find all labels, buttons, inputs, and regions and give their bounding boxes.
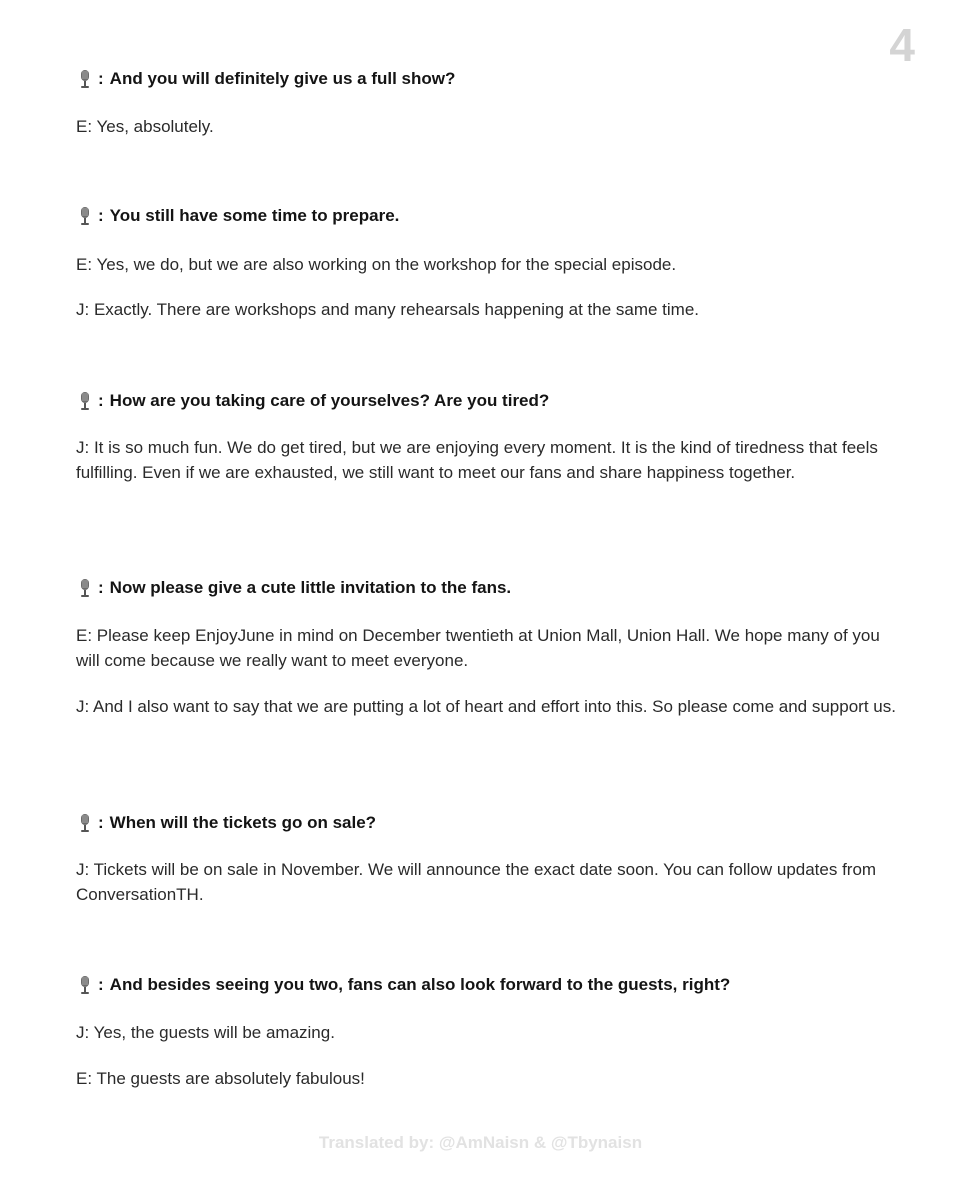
question-5 xyxy=(76,813,376,833)
question-1 xyxy=(76,69,455,89)
answer-5-1: J: Tickets will be on sale in November. We will announce the exact date soon. You can follow updates from ConversationTH. xyxy=(76,860,877,904)
question-text: When will the tickets go on sale? xyxy=(109,813,377,832)
answer-4-1: E: Please keep EnjoyJune in mind on December twentieth at Union Mall, Union Hall. We hope many of you will come because we really want to meet everyone. xyxy=(76,626,880,670)
page-number: 4 xyxy=(889,19,915,71)
answer-1-1: E: Yes, absolutely. xyxy=(76,117,214,136)
question-separator: : xyxy=(98,391,104,410)
answer-2-1: E: Yes, we do, but we are also working on the workshop for the special episode. xyxy=(76,255,677,274)
question-separator: : xyxy=(98,578,104,597)
question-text: How are you taking care of yourselves? Are you tired? xyxy=(109,391,550,410)
question-2 xyxy=(76,206,399,226)
microphone-icon xyxy=(76,975,94,995)
question-text: You still have some time to prepare. xyxy=(109,206,400,225)
microphone-icon xyxy=(76,391,94,411)
question-3 xyxy=(76,391,549,411)
question-separator: : xyxy=(98,813,104,832)
question-separator: : xyxy=(98,69,104,88)
question-6 xyxy=(76,975,730,995)
microphone-icon xyxy=(76,578,94,598)
question-separator: : xyxy=(98,206,104,225)
answer-6-1: J: Yes, the guests will be amazing. xyxy=(76,1023,335,1042)
question-text: And besides seeing you two, fans can also look forward to the guests, right? xyxy=(109,975,731,994)
microphone-icon xyxy=(76,813,94,833)
answer-6-2: E: The guests are absolutely fabulous! xyxy=(76,1069,365,1088)
question-separator: : xyxy=(98,975,104,994)
answer-2-2: J: Exactly. There are workshops and many rehearsals happening at the same time. xyxy=(76,300,700,319)
answer-4-2: J: And I also want to say that we are putting a lot of heart and effort into this. So please come and support us. xyxy=(76,697,896,716)
question-text: Now please give a cute little invitation to the fans. xyxy=(109,578,512,597)
question-4 xyxy=(76,578,511,598)
question-text: And you will definitely give us a full show? xyxy=(109,69,456,88)
microphone-icon xyxy=(76,69,94,89)
translator-credit: Translated by: @AmNaisn & @Tbynaisn xyxy=(318,1133,643,1152)
answer-3-1: J: It is so much fun. We do get tired, but we are enjoying every moment. It is the kind of tiredness that feels fulfilling. Even if we are exhausted, we still want to meet our fans and share happiness together. xyxy=(76,438,878,482)
microphone-icon xyxy=(76,206,94,226)
